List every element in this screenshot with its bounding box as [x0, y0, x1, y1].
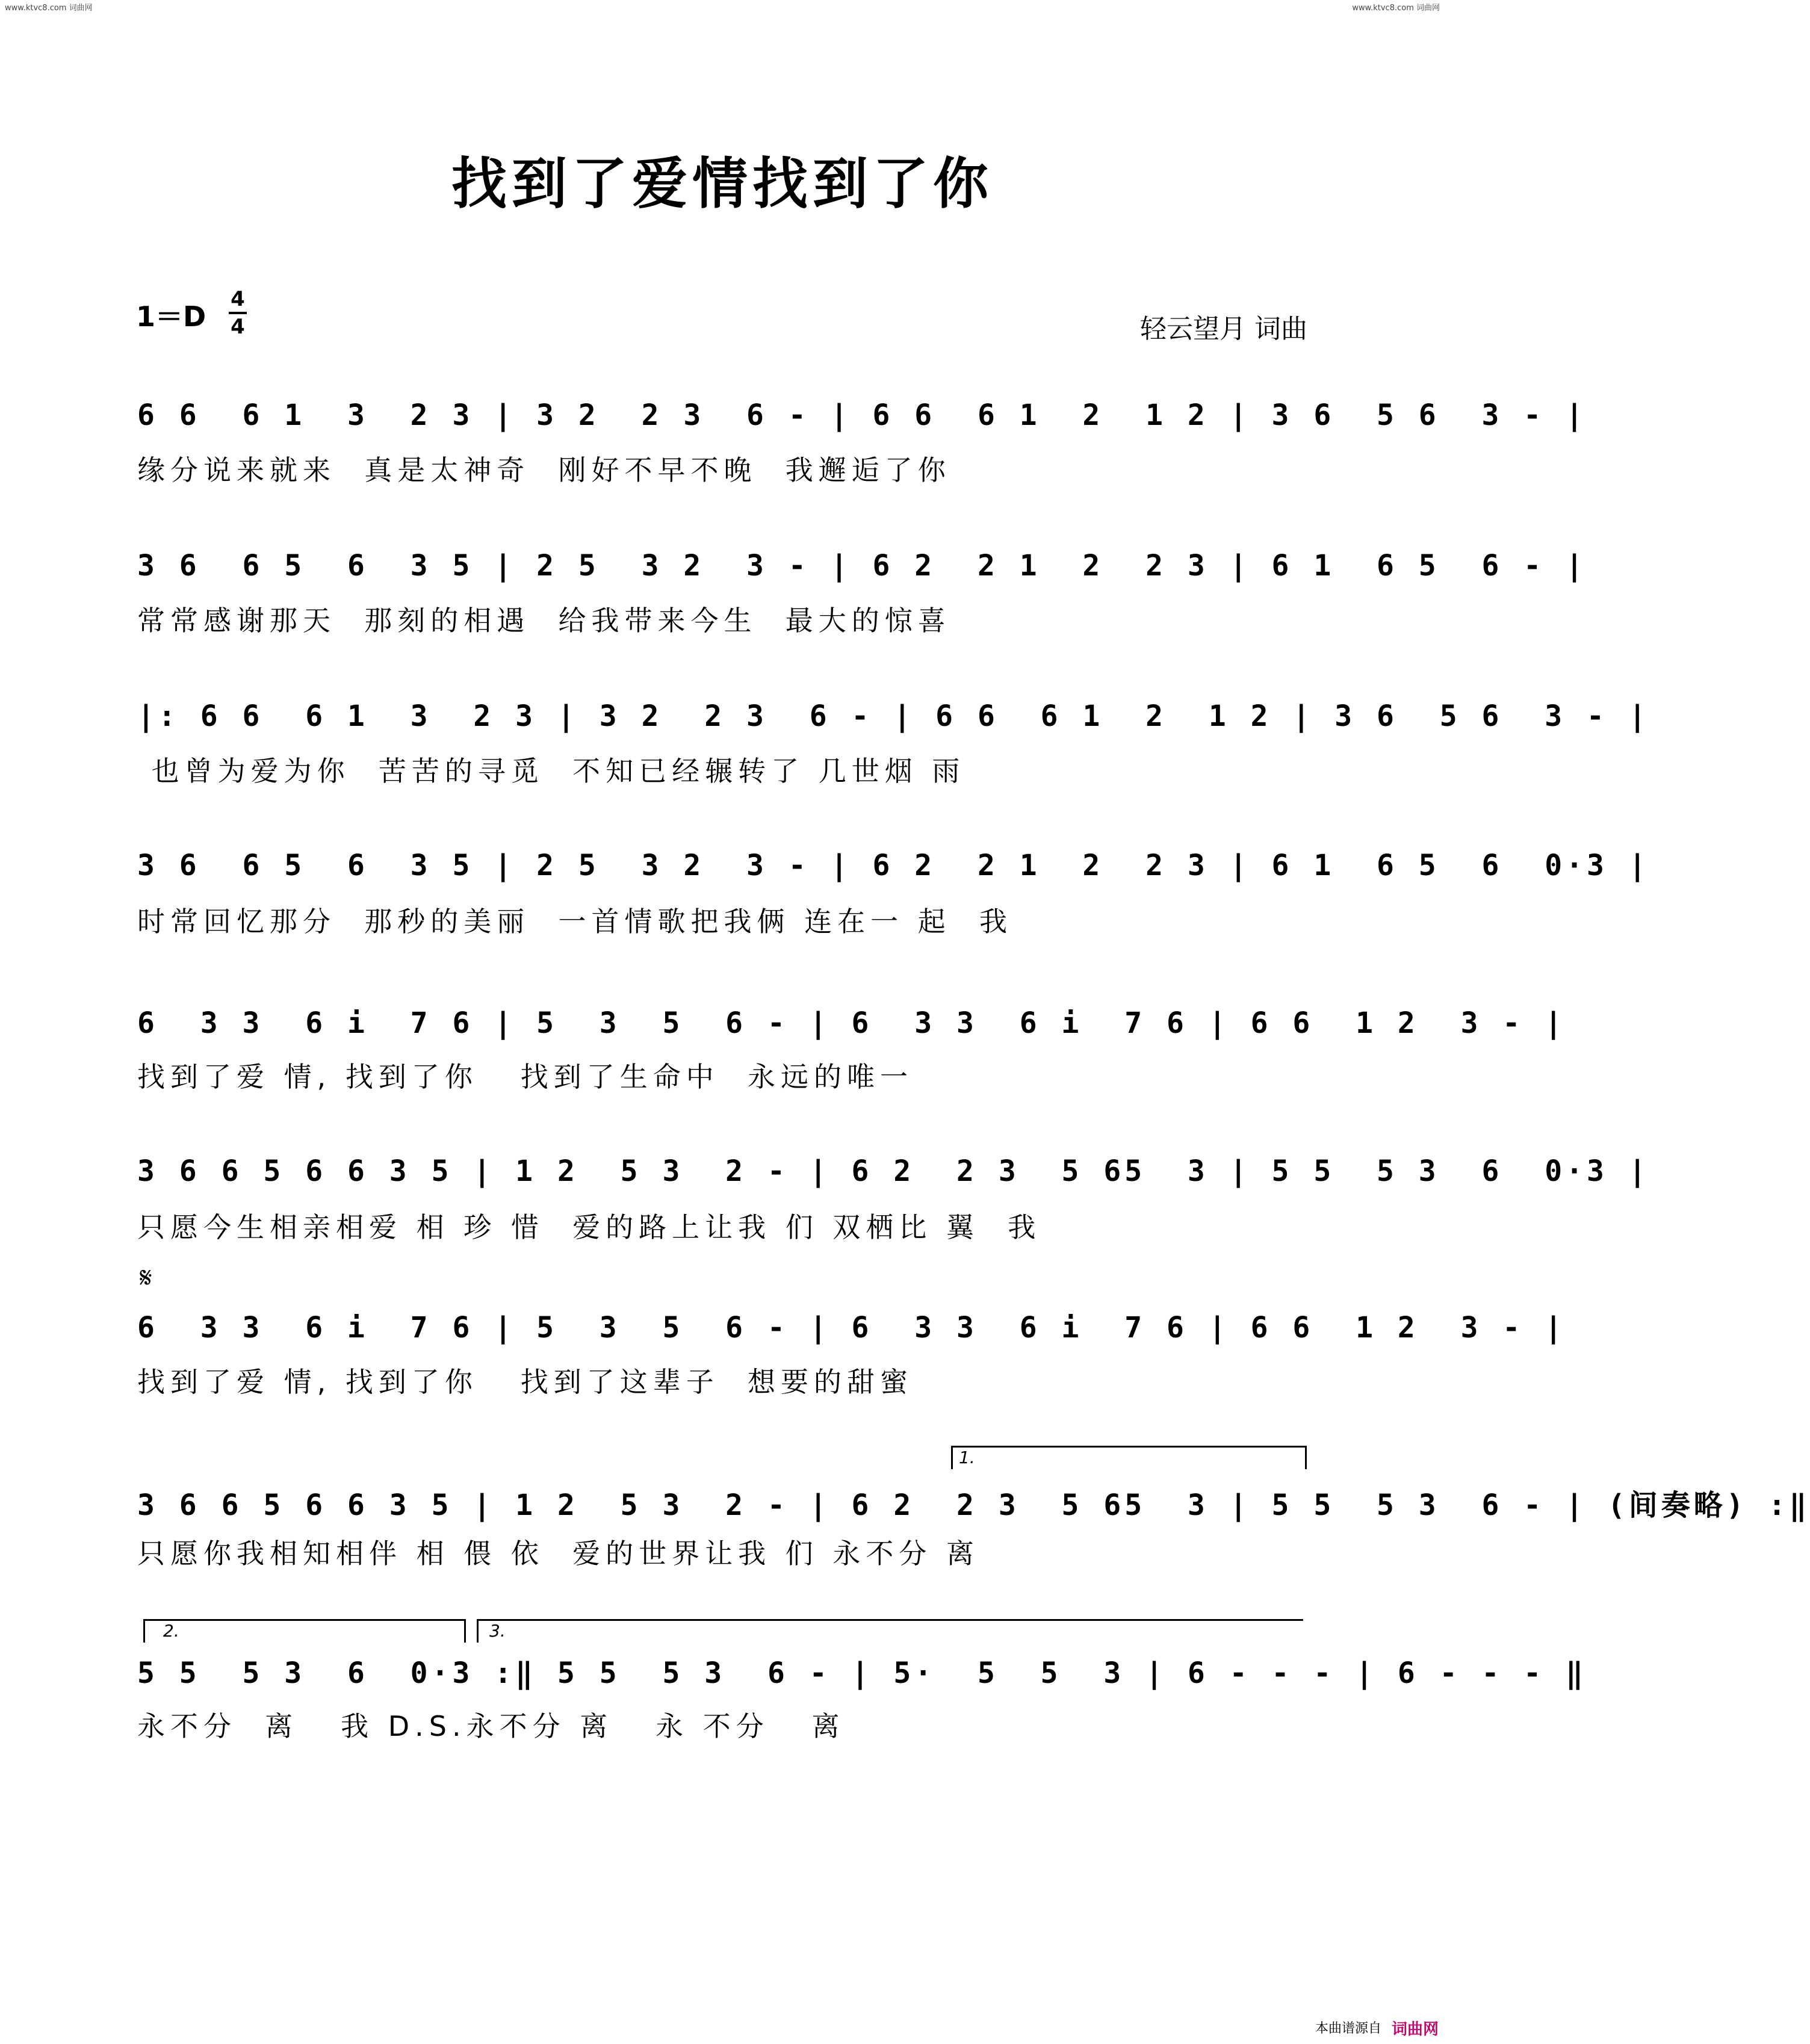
footer-brand[interactable]: 词曲网	[1391, 2021, 1439, 2039]
key-signature: 1＝D	[136, 300, 206, 333]
notes-line: 3 6 6 5 6 6 3 5 | 1 2 5 3 2 - | 6 2 2 3 5 65 3 | 5 5 5 3 6 - | (间奏略) :‖	[137, 1488, 1810, 1522]
notes-line: 6 3 3 6 i 7 6 | 5 3 5 6 - | 6 3 3 6 i 7 6 | 6 6 1 2 3 - |	[137, 1311, 1566, 1345]
time-sig-top: 4	[231, 287, 245, 311]
volta-1-label: 1.	[959, 1448, 975, 1467]
lyrics-line-6: 只愿今生相亲相爱 相 珍 惜 爱的路上让我 们 双栖比 翼 我	[137, 1211, 1041, 1243]
time-signature	[229, 288, 247, 338]
watermark-left: www.ktvc8.com 词曲网	[5, 4, 93, 13]
song-title: 找到了爱情找到了你	[451, 152, 993, 216]
lyrics-line-3: 也曾为爱为你 苦苦的寻觅 不知已经辗转了 几世烟 雨	[137, 755, 965, 787]
footer-source-text: 本曲谱源自	[1315, 2021, 1381, 2036]
lyrics-line-2: 常常感谢那天 那刻的相遇 给我带来今生 最大的惊喜	[137, 604, 951, 637]
volta-2-label: 2.	[163, 1621, 179, 1641]
volta-1-bracket	[951, 1446, 1307, 1469]
notes-line: |: 6 6 6 1 3 2 3 | 3 2 2 3 6 - | 6 6 6 1 2 1 2 | 3 6 5 6 3 - |	[137, 699, 1650, 733]
volta-2-bracket	[143, 1619, 466, 1643]
time-sig-bottom: 4	[231, 315, 245, 339]
notes-line: 3 6 6 5 6 3 5 | 2 5 3 2 3 - | 6 2 2 1 2 2 3 | 6 1 6 5 6 0·3 |	[137, 849, 1650, 882]
lyrics-line-8: 只愿你我相知相伴 相 偎 依 爱的世界让我 们 永不分 离	[137, 1537, 979, 1570]
lyrics-line-7: 找到了爱 情, 找到了你 找到了这辈子 想要的甜蜜	[137, 1366, 913, 1398]
volta-3-label: 3.	[489, 1621, 506, 1641]
notes-line: 5 5 5 3 6 0·3 :‖ 5 5 5 3 6 - | 5· 5 5 3 | 6 - - - | 6 - - - ‖	[137, 1656, 1587, 1690]
author-credit: 轻云望月 词曲	[1140, 314, 1307, 344]
notes-line: 6 3 3 6 i 7 6 | 5 3 5 6 - | 6 3 3 6 i 7 6 | 6 6 1 2 3 - |	[137, 1006, 1566, 1040]
volta-3-bracket	[477, 1619, 1303, 1643]
notes-line: 3 6 6 5 6 6 3 5 | 1 2 5 3 2 - | 6 2 2 3 5 65 3 | 5 5 5 3 6 0·3 |	[137, 1154, 1650, 1188]
lyrics-line-9: 永不分 离 我 D.S.永不分 离 永 不分 离	[137, 1710, 845, 1742]
lyrics-line-5: 找到了爱 情, 找到了你 找到了生命中 永远的唯一	[137, 1061, 913, 1093]
notes-line: 3 6 6 5 6 3 5 | 2 5 3 2 3 - | 6 2 2 1 2 2 3 | 6 1 6 5 6 - |	[137, 549, 1587, 583]
segno-sign: 𝄋	[140, 1261, 152, 1295]
watermark-right: www.ktvc8.com 词曲网	[1352, 4, 1440, 13]
notes-line: 6 6 6 1 3 2 3 | 3 2 2 3 6 - | 6 6 6 1 2 1 2 | 3 6 5 6 3 - |	[137, 398, 1587, 432]
lyrics-line-4: 时常回忆那分 那秒的美丽 一首情歌把我俩 连在一 起 我	[137, 905, 1012, 938]
lyrics-line-1: 缘分说来就来 真是太神奇 刚好不早不晚 我邂逅了你	[137, 454, 951, 486]
